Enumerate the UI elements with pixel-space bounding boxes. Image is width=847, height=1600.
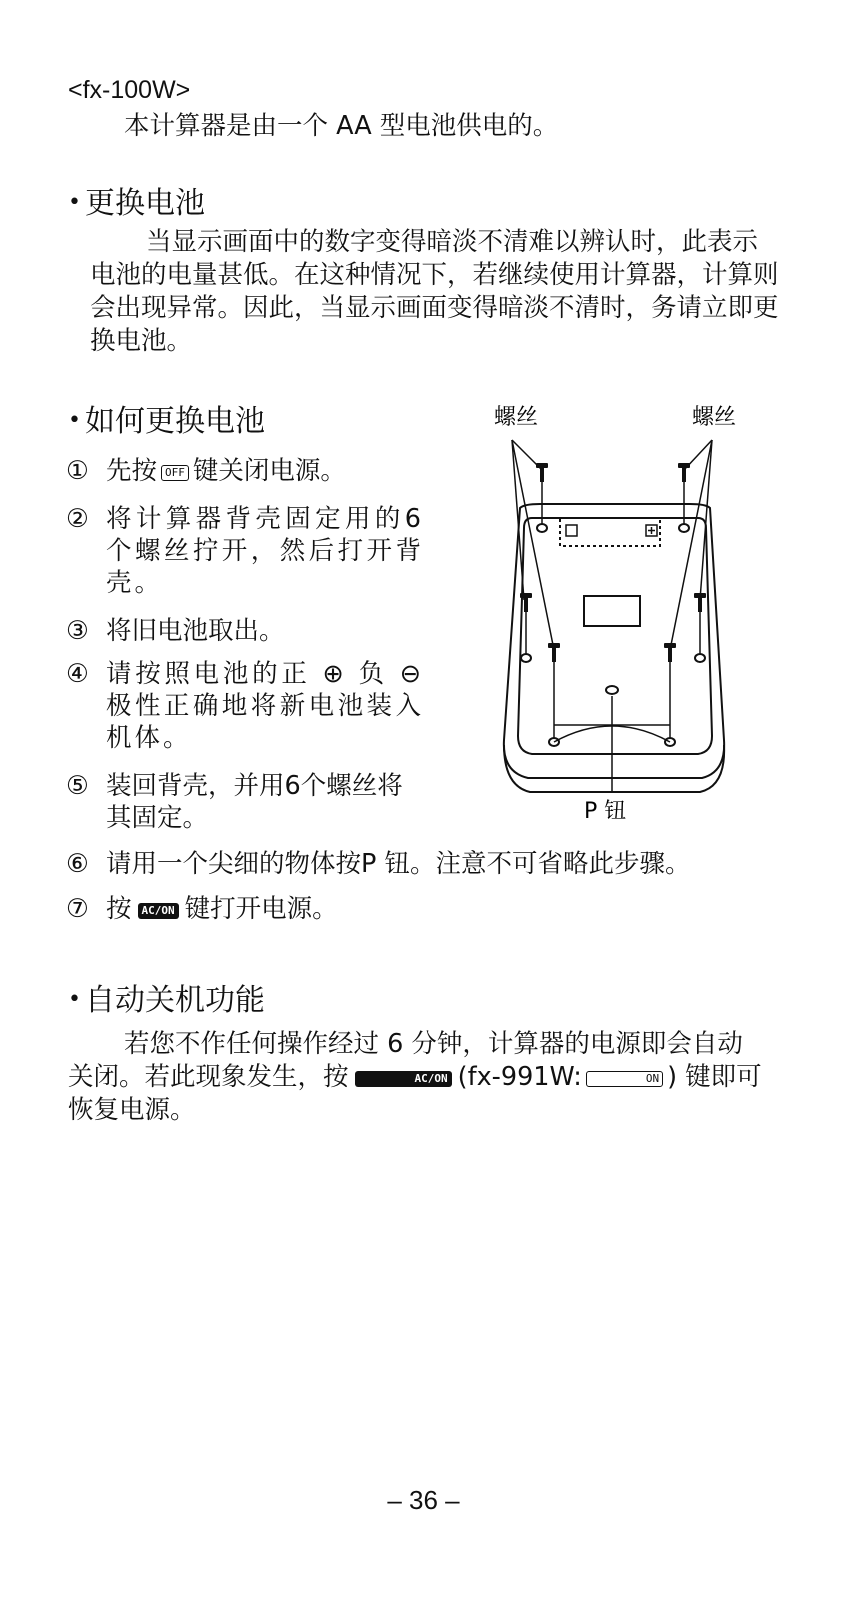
bullet: • bbox=[68, 190, 81, 215]
step-number: ⑤ bbox=[66, 771, 89, 801]
page-number: – 36 – bbox=[387, 1485, 460, 1515]
off-key-icon: OFF bbox=[161, 465, 189, 481]
body-text-post: ) 键即可恢复电源。 bbox=[68, 1062, 762, 1125]
section-title: 如何更换电池 bbox=[84, 404, 265, 439]
step-text-pre: 先按 bbox=[106, 456, 158, 486]
calculator-back-diagram bbox=[480, 400, 750, 840]
label-screw-right: 螺丝 bbox=[692, 405, 737, 430]
bullet: • bbox=[68, 408, 81, 433]
label-plate bbox=[584, 596, 640, 626]
bullet: • bbox=[68, 987, 81, 1012]
label-screw-left: 螺丝 bbox=[494, 405, 539, 430]
section-body: 当显示画面中的数字变得暗淡不清难以辨认时，此表示电池的电量甚低。在这种情况下，若继续使用计算器，计算则会出现异常。因此，当显示画面变得暗淡不清时，务请立即更换电池。 bbox=[90, 227, 779, 356]
step-text bbox=[106, 893, 796, 925]
step-number: ⑥ bbox=[66, 849, 89, 879]
step-text bbox=[106, 455, 424, 487]
intro-text: 本计算器是由一个 AA 型电池供电的。 bbox=[124, 111, 559, 141]
on-key-icon: ON bbox=[586, 1071, 663, 1087]
step-text-pre: 按 bbox=[106, 894, 132, 924]
label-p-button: P 钮 bbox=[584, 799, 627, 824]
step-text: 装回背壳，并用6个螺丝将其固定。 bbox=[106, 771, 403, 833]
step-2 bbox=[66, 503, 424, 599]
step-number: ③ bbox=[66, 616, 89, 646]
section-body bbox=[68, 1028, 768, 1127]
step-text: 将计算器背壳固定用的6个螺丝拧开，然后打开背壳。 bbox=[106, 504, 424, 598]
step-6 bbox=[66, 848, 796, 880]
step-7 bbox=[66, 893, 796, 925]
body-text-pre: 若您不作任何操作经过 6 分钟，计算器的电源即会自动关闭。若此现象发生，按 bbox=[68, 1029, 743, 1092]
step-1 bbox=[66, 455, 424, 487]
model-name: <fx-100W> bbox=[68, 76, 191, 104]
step-number: ② bbox=[66, 504, 89, 534]
ac-on-key-icon: AC/ON bbox=[138, 903, 179, 919]
step-5 bbox=[66, 770, 424, 834]
section-heading-auto-power-off bbox=[68, 975, 265, 1019]
step-text-post: 键打开电源。 bbox=[184, 894, 338, 924]
step-3 bbox=[66, 615, 424, 647]
inner-panel bbox=[518, 518, 712, 754]
step-text: 将旧电池取出。 bbox=[106, 616, 285, 646]
battery-compartment bbox=[560, 518, 660, 546]
step-number: ④ bbox=[66, 659, 89, 689]
step-text: 请用一个尖细的物体按P 钮。注意不可省略此步骤。 bbox=[106, 849, 691, 879]
ac-on-key-icon: AC/ON bbox=[355, 1071, 452, 1087]
minus-terminal-icon bbox=[566, 525, 577, 536]
section-title: 更换电池 bbox=[84, 186, 205, 221]
body-text-mid: (fx-991W: bbox=[457, 1062, 582, 1092]
step-text: 请按照电池的正 ⊕ 负 ⊖ 极性正确地将新电池装入机体。 bbox=[106, 659, 424, 753]
step-number: ⑦ bbox=[66, 894, 89, 924]
case-bottom-edge bbox=[504, 745, 724, 792]
step-4 bbox=[66, 658, 424, 754]
section-heading-battery-replacement bbox=[68, 178, 205, 222]
p-button bbox=[606, 686, 618, 694]
screw-icons bbox=[520, 463, 706, 662]
section-title: 自动关机功能 bbox=[84, 983, 265, 1018]
section-heading-how-to-replace bbox=[68, 396, 265, 440]
step-text-post: 键关闭电源。 bbox=[192, 456, 346, 486]
step-number: ① bbox=[66, 456, 89, 486]
